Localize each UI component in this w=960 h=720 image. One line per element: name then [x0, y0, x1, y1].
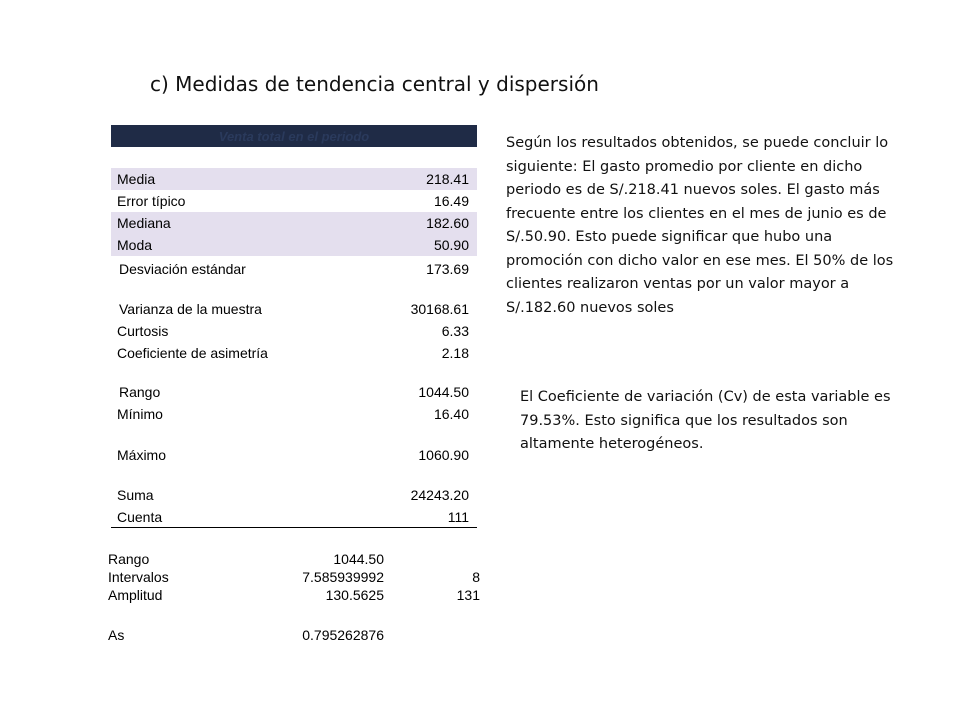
calc-as-value: 0.795262876 — [302, 627, 384, 643]
table-row — [111, 298, 477, 320]
table-row — [111, 342, 477, 364]
row-value: 1044.50 — [418, 384, 469, 400]
row-value: 6.33 — [441, 323, 469, 339]
table-row — [111, 258, 477, 280]
row-value: 182.60 — [426, 215, 469, 231]
calc-amplitud-rounded: 131 — [456, 587, 480, 603]
row-value: 50.90 — [433, 237, 469, 253]
row-value: 173.69 — [426, 261, 469, 277]
row-value: 30168.61 — [410, 301, 469, 317]
conclusion-text: Según los resultados obtenidos, se puede concluir lo siguiente: El gasto promedio por cliente en dicho periodo es de S/.218.41 nuevos soles. El gasto más frecuente entre los clientes en el mes de junio es de S/.50.90. Esto puede significar que hubo una promoción con dicho valor en ese mes. El 50% de los clientes realizaron ventas por un valor mayor a S/.182.60 nuevos soles — [506, 135, 894, 316]
cv-text: El Coeficiente de variación (Cv) de esta variable es 79.53%. Esto significa que los resultados son altamente heterogéneos. — [520, 389, 891, 452]
row-label: Rango — [119, 384, 161, 400]
row-label: Media — [117, 171, 156, 187]
row-label: Moda — [117, 237, 153, 253]
row-value: 1060.90 — [418, 447, 469, 463]
stats-table-header: Venta total en el periodo — [111, 125, 477, 147]
table-row — [111, 381, 477, 403]
table-row — [111, 234, 477, 256]
row-label: Varianza de la muestra — [119, 301, 262, 317]
calc-rango-label: Rango — [108, 551, 150, 567]
table-row — [111, 506, 477, 528]
calc-intervalos-rounded: 8 — [472, 569, 480, 585]
calc-rango-value: 1044.50 — [333, 551, 384, 567]
row-value: 2.18 — [441, 345, 469, 361]
calc-amplitud-value: 130.5625 — [325, 587, 384, 603]
calc-intervalos-value: 7.585939992 — [302, 569, 384, 585]
row-label: Coeficiente de asimetría — [117, 345, 268, 361]
row-value: 218.41 — [426, 171, 469, 187]
row-value: 16.40 — [433, 406, 469, 422]
calc-as-label: As — [108, 627, 125, 643]
row-label: Desviación estándar — [119, 261, 246, 277]
table-bottom-rule — [111, 527, 477, 528]
row-label: Curtosis — [117, 323, 169, 339]
table-row — [111, 484, 477, 506]
table-row — [111, 320, 477, 342]
page-title: c) Medidas de tendencia central y dispersión — [150, 72, 599, 96]
row-value: 16.49 — [433, 193, 469, 209]
calc-amplitud-label: Amplitud — [108, 587, 163, 603]
row-value: 111 — [447, 509, 469, 525]
row-value: 24243.20 — [410, 487, 469, 503]
row-label: Máximo — [117, 447, 167, 463]
row-label: Mínimo — [117, 406, 163, 422]
table-row — [111, 444, 477, 466]
row-label: Mediana — [117, 215, 171, 231]
row-label: Cuenta — [117, 509, 163, 525]
row-label: Suma — [117, 487, 154, 503]
calc-intervalos-label: Intervalos — [108, 569, 169, 585]
table-row — [111, 403, 477, 425]
table-row — [111, 212, 477, 234]
table-row — [111, 168, 477, 190]
table-row — [111, 190, 477, 212]
row-label: Error típico — [117, 193, 186, 209]
